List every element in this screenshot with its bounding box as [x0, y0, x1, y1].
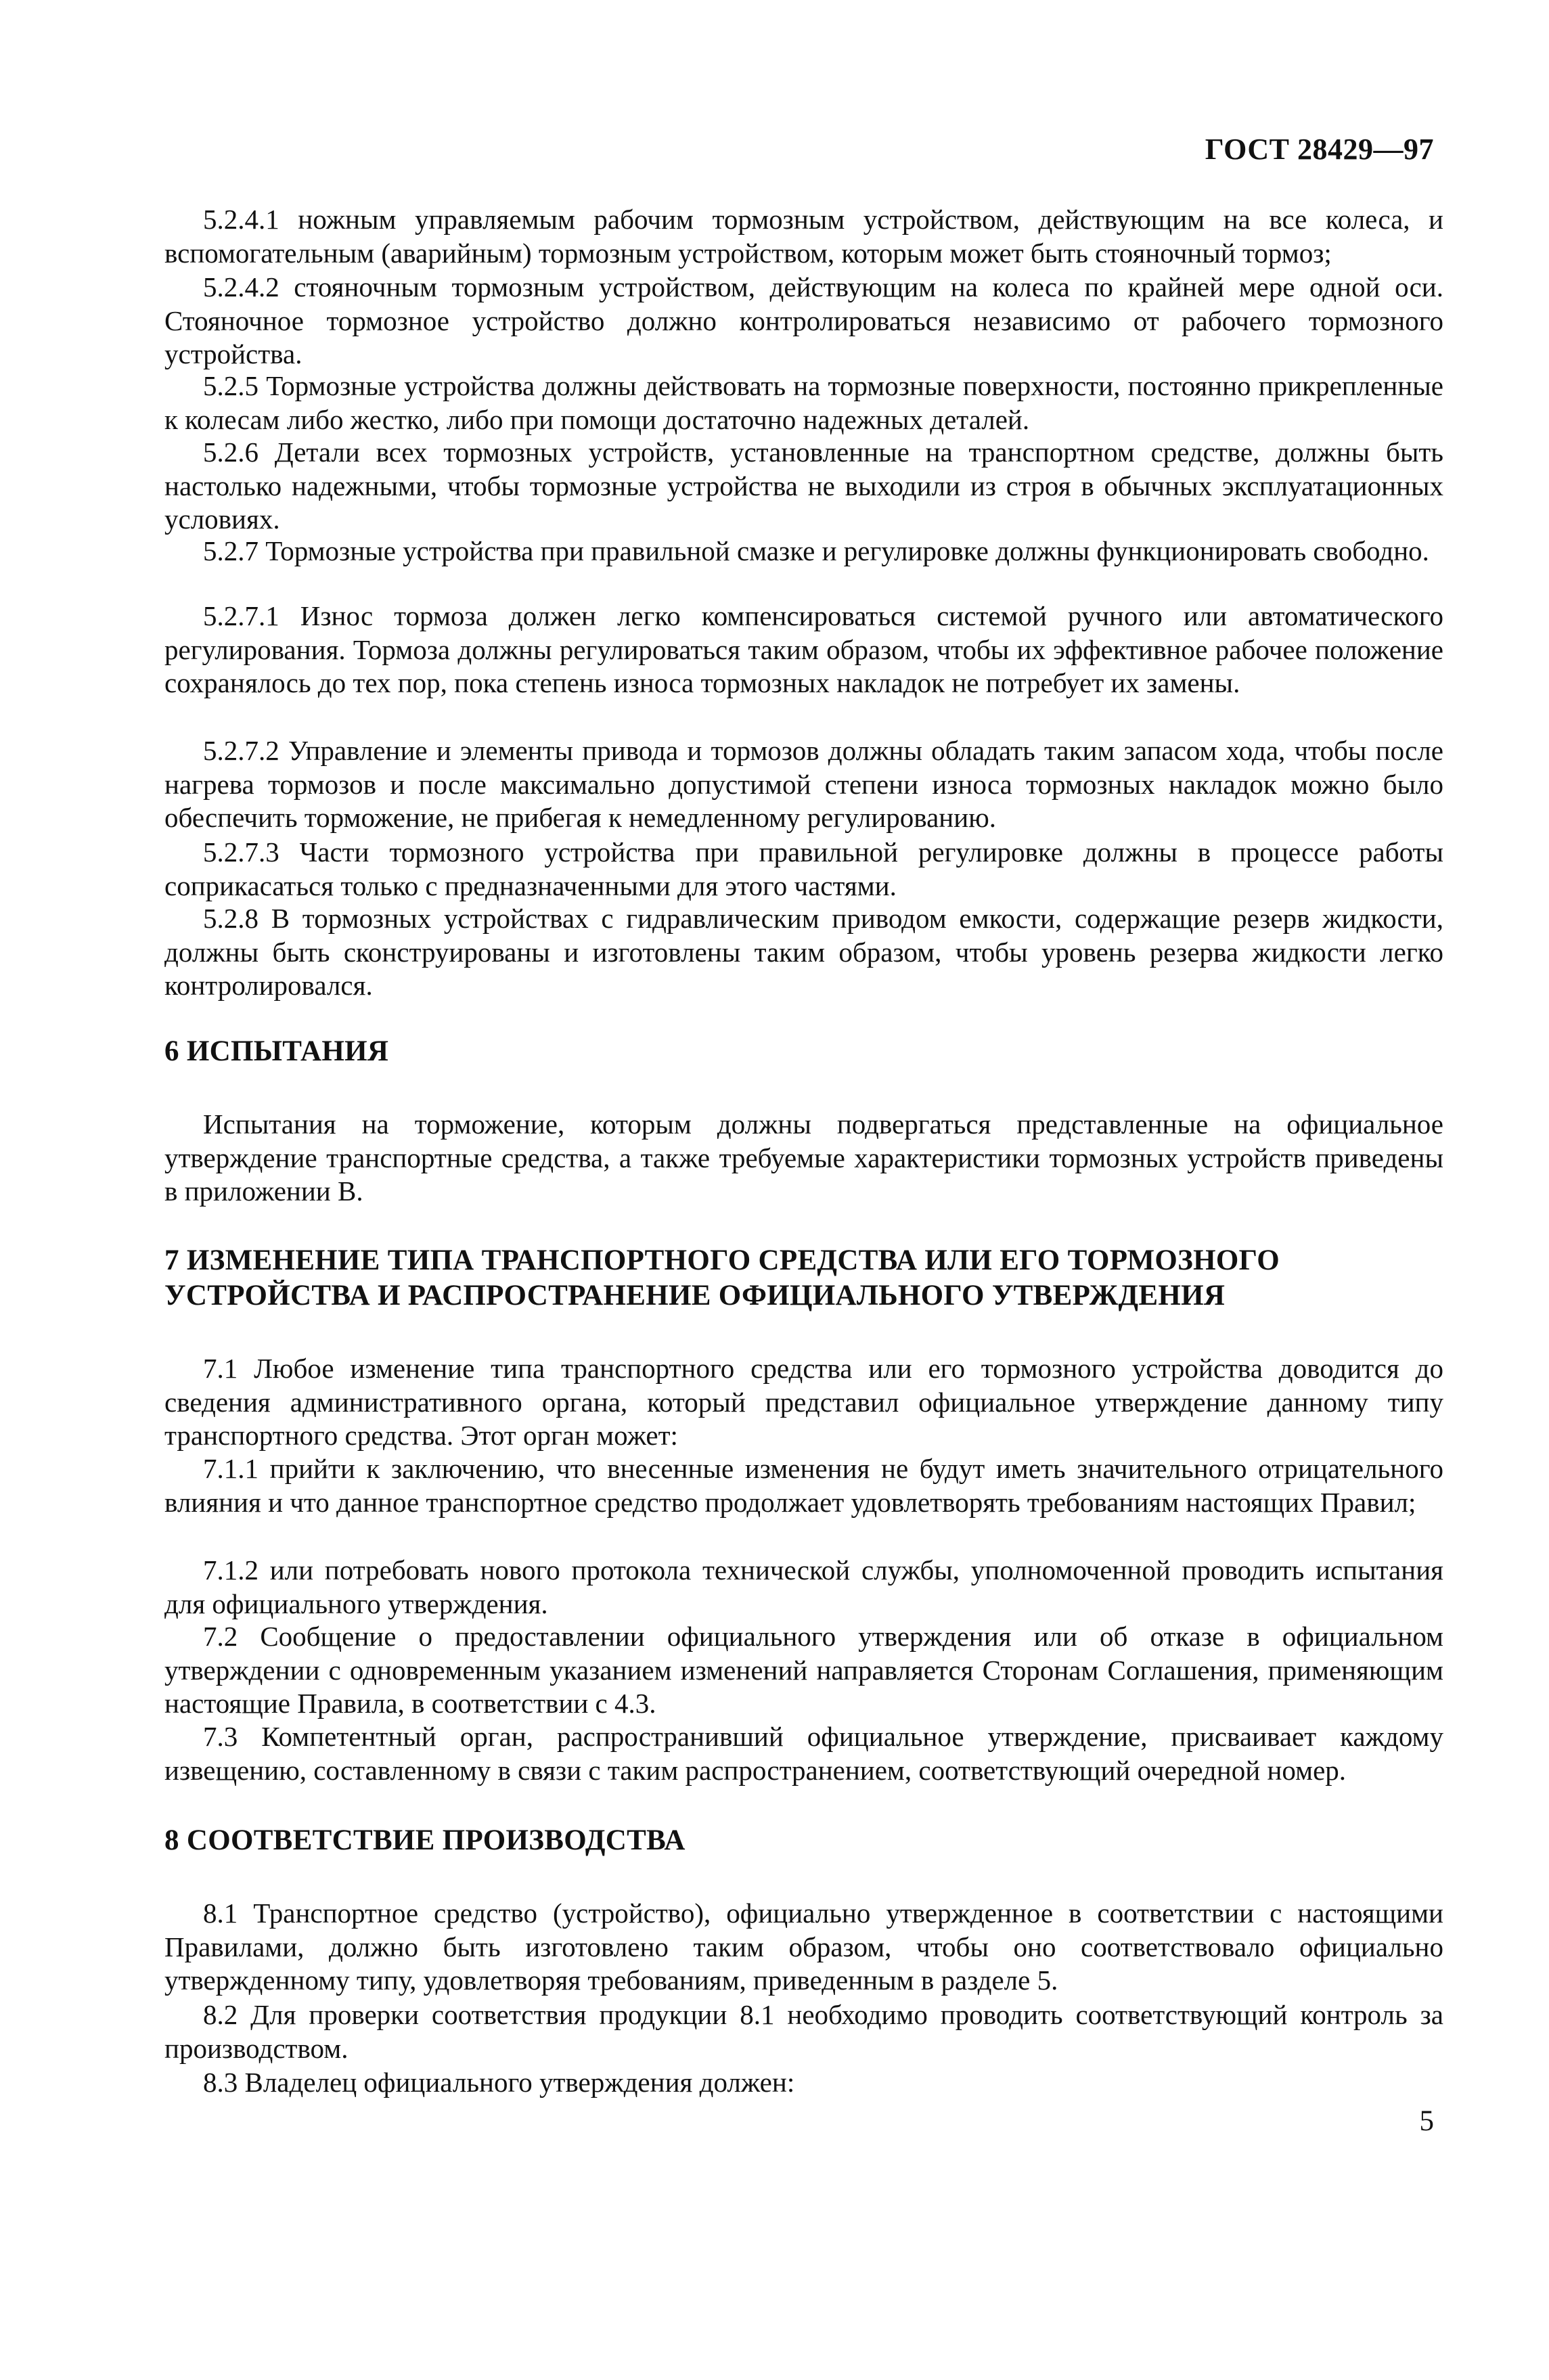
- paragraph: 7.1.2 или потребовать нового протокола технической службы, уполномоченной проводить испытания для официального утверждения.: [164, 1554, 1443, 1619]
- paragraph: 7.1.1 прийти к заключению, что внесенные изменения не будут иметь значительного отрицательного влияния и что данное транспортное средство продолжает удовлетворять требованиям настоящих Правил;: [164, 1453, 1443, 1518]
- paragraph: 5.2.7.2 Управление и элементы привода и тормозов должны обладать таким запасом хода, чтобы после нагрева тормозов и после максимально допустимой степени износа тормозных накладок можно было обеспечить торможение, не прибегая к немедленному регулированию.: [164, 735, 1443, 834]
- paragraph: 5.2.7.3 Части тормозного устройства при правильной регулировке должны в процессе работы соприкасаться только с предназначенными для этого частями.: [164, 836, 1443, 901]
- paragraph: 5.2.5 Тормозные устройства должны действовать на тормозные поверхности, постоянно прикрепленные к колесам либо жестко, либо при помощи достаточно надежных деталей.: [164, 370, 1443, 435]
- paragraph: 7.2 Сообщение о предоставлении официального утверждения или об отказе в официальном утверждении с одновременным указанием изменений направляется Сторонам Соглашения, применяющим настоящие Правила, в соответствии с 4.3.: [164, 1621, 1443, 1720]
- section-heading: 6 ИСПЫТАНИЯ: [164, 1035, 389, 1067]
- paragraph: Испытания на торможение, которым должны подвергаться представленные на официальное утверждение транспортные средства, а также требуемые характеристики тормозных устройств приведены в приложении В.: [164, 1108, 1443, 1207]
- paragraph: 5.2.7.1 Износ тормоза должен легко компенсироваться системой ручного или автоматического регулирования. Тормоза должны регулироваться таким образом, чтобы их эффективное рабочее положение сохранялось до тех пор, пока степень износа тормозных накладок не потребует их замены.: [164, 600, 1443, 699]
- page-number: 5: [1419, 2105, 1434, 2137]
- paragraph: 5.2.4.1 ножным управляемым рабочим тормозным устройством, действующим на все колеса, и вспомогательным (аварийным) тормозным устройством, которым может быть стояночный тормоз;: [164, 204, 1443, 269]
- paragraph: 8.2 Для проверки соответствия продукции 8.1 необходимо проводить соответствующий контроль за производством.: [164, 1999, 1443, 2064]
- paragraph: 7.3 Компетентный орган, распространивший официальное утверждение, присваивает каждому извещению, составленному в связи с таким распространением, соответствующий очередной номер.: [164, 1721, 1443, 1786]
- section-heading: 7 ИЗМЕНЕНИЕ ТИПА ТРАНСПОРТНОГО СРЕДСТВА ИЛИ ЕГО ТОРМОЗНОГО УСТРОЙСТВА И РАСПРОСТРАНЕНИЕ ОФИЦИАЛЬНОГО УТВЕРЖДЕНИЯ: [164, 1244, 1280, 1311]
- paragraph: 5.2.6 Детали всех тормозных устройств, установленные на транспортном средстве, должны быть настолько надежными, чтобы тормозные устройства не выходили из строя в обычных эксплуатационных условиях.: [164, 436, 1443, 535]
- paragraph: 8.1 Транспортное средство (устройство), официально утвержденное в соответствии с настоящими Правилами, должно быть изготовлено таким образом, чтобы оно соответствовало официально утвержденному типу, удовлетворяя требованиям, приведенным в разделе 5.: [164, 1898, 1443, 1996]
- paragraph: 7.1 Любое изменение типа транспортного средства или его тормозного устройства доводится до сведения административного органа, который представил официальное утверждение данному типу транспортного средства. Этот орган может:: [164, 1353, 1443, 1452]
- section-heading: 8 СООТВЕТСТВИЕ ПРОИЗВОДСТВА: [164, 1824, 686, 1856]
- paragraph: 5.2.4.2 стояночным тормозным устройством, действующим на колеса по крайней мере одной оси. Стояночное тормозное устройство должно контролироваться независимо от рабочего тормозного устройства.: [164, 271, 1443, 370]
- paragraph: 5.2.8 В тормозных устройствах с гидравлическим приводом емкости, содержащие резерв жидкости, должны быть сконструированы и изготовлены таким образом, чтобы уровень резерва жидкости легко контролировался.: [164, 903, 1443, 1002]
- document-code: ГОСТ 28429—97: [1205, 133, 1434, 166]
- paragraph: 8.3 Владелец официального утверждения должен:: [203, 2067, 795, 2098]
- paragraph: 5.2.7 Тормозные устройства при правильной смазке и регулировке должны функционировать свободно.: [203, 535, 1429, 566]
